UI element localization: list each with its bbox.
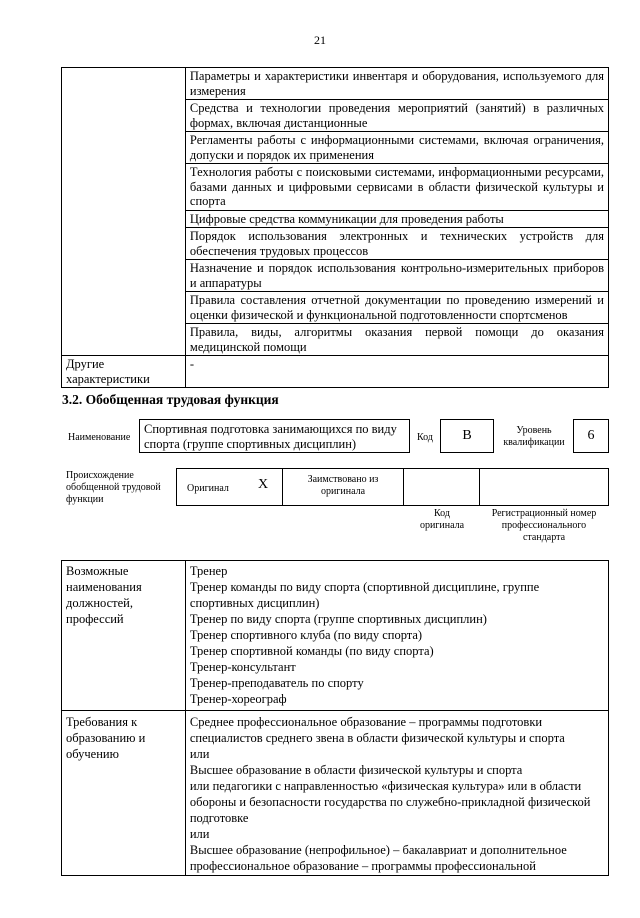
list-item: Тренер спортивного клуба (по виду спорта) bbox=[189, 628, 423, 642]
name-label: Наименование bbox=[68, 432, 131, 443]
education-line: Среднее профессиональное образование – программы подготовки специалистов среднего звена в области физической культуры и спорта bbox=[189, 715, 565, 745]
function-name-value: Спортивная подготовка занимающихся по виду спорта (группе спортивных дисциплин) bbox=[144, 422, 397, 451]
table-row bbox=[62, 68, 609, 100]
table-row bbox=[62, 561, 609, 711]
education-line: Высшее образование в области физической культуры и спорта bbox=[189, 763, 523, 777]
table-cell: Регламенты работы с информационными системами, включая ограничения, допуски и порядок их применения bbox=[185, 132, 608, 164]
reg-number-box bbox=[479, 468, 609, 506]
table-cell: Правила составления отчетной документации по проведению измерений и оценки физической и функциональной подготовленности спортсменов bbox=[185, 292, 608, 324]
positions-list bbox=[185, 561, 608, 711]
table-cell: Назначение и порядок использования контрольно-измерительных приборов и аппаратуры bbox=[185, 260, 608, 292]
positions-label: Возможные наименования должностей, профессий bbox=[62, 561, 186, 711]
level-value: 6 bbox=[587, 428, 595, 443]
table-row bbox=[62, 711, 609, 876]
code-label: Код bbox=[417, 432, 433, 443]
reg-number-caption: Регистрационный номер профессионального стандарта bbox=[491, 508, 597, 543]
list-item: Тренер спортивной команды (по виду спорта) bbox=[189, 644, 434, 658]
education-line: Высшее образование (непрофильное) – бакалавриат и дополнительное профессиональное образование – программы профессиональной bbox=[189, 843, 567, 873]
table-cell: Параметры и характеристики инвентаря и оборудования, используемого для измерения bbox=[185, 68, 608, 100]
code-original-box bbox=[403, 468, 480, 506]
other-characteristics-value: - bbox=[185, 356, 608, 388]
original-label: Оригинал bbox=[187, 483, 229, 494]
table-cell: Порядок использования электронных и технических устройств для обеспечения трудовых процессов bbox=[185, 228, 608, 260]
list-item: Тренер-преподаватель по спорту bbox=[189, 676, 364, 690]
code-value-box bbox=[440, 419, 494, 453]
list-item: Тренер команды по виду спорта (спортивной дисциплине, группе спортивных дисциплин) bbox=[189, 580, 540, 610]
education-line: или педагогики с направленностью «физическая культура» или в области обороны и безопасности государства по служебно-прикладной физической подготовке bbox=[189, 779, 591, 825]
education-label: Требования к образованию и обучению bbox=[62, 711, 186, 876]
function-name-box bbox=[139, 419, 410, 453]
education-line: или bbox=[189, 747, 210, 761]
positions-table bbox=[61, 560, 609, 711]
borrowed-label: Заимствовано из оригинала bbox=[307, 474, 379, 497]
list-item: Тренер bbox=[189, 564, 228, 578]
table-cell: Технология работы с поисковыми системами, информационными ресурсами, базами данных и цифровыми сервисами в области физической культуры и спорта bbox=[185, 164, 608, 211]
page-number: 21 bbox=[314, 33, 326, 47]
section-heading: 3.2. Обобщенная трудовая функция bbox=[62, 392, 279, 407]
table-row bbox=[62, 356, 609, 388]
level-label: Уровень квалификации bbox=[503, 425, 565, 448]
list-item: Тренер-хореограф bbox=[189, 692, 287, 706]
table-cell: Правила, виды, алгоритмы оказания первой помощи до оказания медицинской помощи bbox=[185, 324, 608, 356]
list-item: Тренер по виду спорта (группе спортивных дисциплин) bbox=[189, 612, 487, 626]
list-item: Тренер-консультант bbox=[189, 660, 296, 674]
code-original-caption: Код оригинала bbox=[419, 508, 465, 531]
education-line: или bbox=[189, 827, 210, 841]
education-table bbox=[61, 710, 609, 876]
level-value-box bbox=[573, 419, 609, 453]
original-mark: X bbox=[258, 477, 269, 492]
other-characteristics-label: Другие характеристики bbox=[62, 356, 186, 388]
table-cell: Средства и технологии проведения мероприятий (занятий) в различных формах, включая дистанционные bbox=[185, 100, 608, 132]
education-text bbox=[185, 711, 608, 876]
knowledge-table bbox=[61, 67, 609, 388]
origin-label: Происхождение обобщенной трудовой функции bbox=[66, 470, 161, 505]
table-cell: Цифровые средства коммуникации для проведения работы bbox=[185, 210, 608, 228]
code-value: B bbox=[462, 428, 472, 443]
